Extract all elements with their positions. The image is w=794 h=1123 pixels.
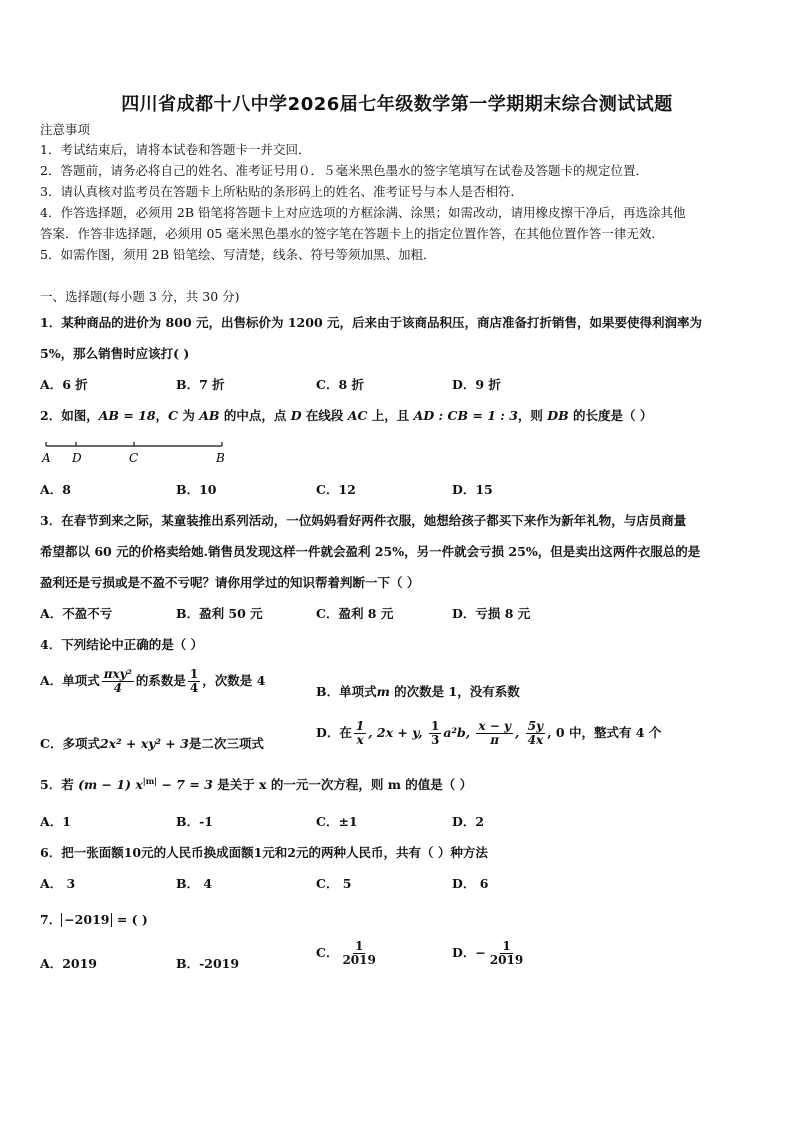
denominator: 4 xyxy=(189,681,199,695)
q2-math: AC xyxy=(347,408,368,423)
q5-math: − 7 = 3 xyxy=(157,777,213,792)
fraction xyxy=(354,720,366,747)
q5-option-d: D．2 xyxy=(452,814,485,829)
q5-exponent: |m| xyxy=(142,775,158,786)
q3-option-b: B．盈利 50 元 xyxy=(176,606,263,621)
numerator: 1 xyxy=(354,939,364,953)
page-title: 四川省成都十八中学2026届七年级数学第一学期期末综合测试试题 xyxy=(121,94,673,115)
point-label-a: A xyxy=(42,451,51,465)
q3-option-a: A．不盈不亏 xyxy=(40,606,113,621)
q4-c-math: 2x² + xy² + 3 xyxy=(99,736,189,751)
q4-d-math: , 2x + y, xyxy=(368,725,428,740)
q5-option-b: B．-1 xyxy=(176,814,213,829)
q7-text: 7． xyxy=(40,912,62,927)
numerator: x − y xyxy=(478,719,511,733)
q2-math: AB = 18 xyxy=(98,408,156,423)
notice-item: 4．作答选择题，必须用 2B 铅笔将答题卡上对应选项的方框涂满、涂黑；如需改动，请用橡皮擦干净后，再选涂其他 xyxy=(40,205,686,220)
fraction xyxy=(102,668,134,695)
denominator: π xyxy=(490,733,500,747)
q2-text: 为 xyxy=(178,408,200,423)
q2-option-c: C．12 xyxy=(316,482,356,497)
denominator: 2019 xyxy=(342,953,376,967)
q1-option-c: C．8 折 xyxy=(316,377,364,392)
numerator: 5y xyxy=(527,719,544,733)
q7-option-c xyxy=(316,940,380,967)
q3-line1: 3．在春节到来之际，某童装推出系列活动，一位妈妈看好两件衣服，她想给孩子都买下来作为新年礼物，与店员商量 xyxy=(40,513,687,528)
q4-b-text: B．单项式 xyxy=(316,684,377,699)
q2-math: D xyxy=(290,408,302,423)
denominator: 3 xyxy=(431,733,440,747)
numerator: 1 xyxy=(502,939,511,953)
notice-heading: 注意事项 xyxy=(40,122,91,137)
q4-d-math: a²b, xyxy=(443,725,475,740)
q5-stem xyxy=(40,775,472,793)
absolute-value: −2019 xyxy=(61,913,112,927)
q4-d-text: , 0 中，整式有 4 个 xyxy=(547,725,662,740)
q4-stem: 4．下列结论中正确的是（ ） xyxy=(40,637,204,652)
q5-option-c: C．±1 xyxy=(316,814,358,829)
q4-d-math: , xyxy=(514,725,524,740)
point-label-d: D xyxy=(72,451,82,465)
q5-text: 5．若 xyxy=(40,777,79,792)
q7-option-a: A．2019 xyxy=(40,956,97,971)
q2-text: 的中点，点 xyxy=(219,408,291,423)
numerator: 1 xyxy=(189,667,199,681)
q6-option-d: D． 6 xyxy=(452,876,489,891)
fraction xyxy=(340,940,377,967)
fraction xyxy=(526,720,546,747)
q4-option-c xyxy=(40,734,264,752)
q7-stem xyxy=(40,910,148,928)
q4-option-b xyxy=(316,682,520,700)
q5-text: 是关于 x 的一元一次方程，则 m 的值是（ ） xyxy=(212,777,473,792)
q4-b-math: m xyxy=(376,684,390,699)
q4-a-text: ，次数是 4 xyxy=(202,673,266,688)
q2-math: AD : CB = 1 : 3 xyxy=(413,408,518,423)
notice-item: 3．请认真核对监考员在答题卡上所粘贴的条形码上的姓名、准考证号与本人是否相符． xyxy=(40,184,523,199)
q7-d-label: D．− xyxy=(452,945,486,960)
fraction xyxy=(476,720,513,747)
q7-c-label: C． xyxy=(316,945,339,960)
q1-line2: 5%，那么销售时应该打( ) xyxy=(40,346,190,361)
numerator: 1 xyxy=(355,719,365,733)
fraction xyxy=(188,668,200,695)
denominator: 4x xyxy=(527,733,544,747)
q6-option-a: A． 3 xyxy=(40,876,76,891)
q2-text: ， xyxy=(155,408,169,423)
q2-text: 2．如图， xyxy=(40,408,99,423)
q2-option-b: B．10 xyxy=(176,482,217,497)
q2-option-a: A．8 xyxy=(40,482,71,497)
notice-item: 5．如需作图，须用 2B 铅笔绘、写清楚，线条、符号等须加黑、加粗． xyxy=(40,247,436,262)
q4-b-text: 的次数是 1，没有系数 xyxy=(389,684,520,699)
q1-line1: 1．某种商品的进价为 800 元，出售标价为 1200 元，后来由于该商品积压，商店准备打折销售，如果要使得利润率为 xyxy=(40,315,702,330)
q2-stem xyxy=(40,406,652,424)
q4-a-text: 的系数是 xyxy=(135,673,186,688)
notice-item: 答案．作答非选择题，必须用 05 毫米黑色墨水的签字笔在答题卡上的指定位置作答，在其他位置作答一律无效． xyxy=(40,226,664,241)
q2-text: 在线段 xyxy=(301,408,348,423)
q6-option-b: B． 4 xyxy=(176,876,213,891)
q2-line-segment-figure xyxy=(40,438,240,468)
q1-option-a: A．6 折 xyxy=(40,377,88,392)
q2-option-d: D．15 xyxy=(452,482,493,497)
q6-option-c: C． 5 xyxy=(316,876,352,891)
q3-option-c: C．盈利 8 元 xyxy=(316,606,394,621)
q3-line3: 盈利还是亏损或是不盈不亏呢？请你用学过的知识帮着判断一下（ ） xyxy=(40,575,420,590)
fraction xyxy=(488,940,525,967)
q5-math: (m − 1) x xyxy=(78,777,143,792)
q7-text: = ( ) xyxy=(112,912,148,927)
numerator: 1 xyxy=(431,719,440,733)
q4-c-text: 是二次三项式 xyxy=(188,736,264,751)
denominator: 4 xyxy=(113,681,122,695)
q3-line2: 希望都以 60 元的价格卖给她.销售员发现这样一件就会盈利 25%，另一件就会亏损 25%，但是卖出这两件衣服总的是 xyxy=(40,544,701,559)
denominator: x xyxy=(356,733,364,747)
notice-item: 1．考试结束后，请将本试卷和答题卡一并交回． xyxy=(40,142,311,157)
q4-d-text: D．在 xyxy=(316,725,352,740)
q1-option-d: D．9 折 xyxy=(452,377,501,392)
q2-math: AB xyxy=(199,408,220,423)
denominator: 2019 xyxy=(489,953,524,967)
point-label-b: B xyxy=(216,451,225,465)
q4-option-a xyxy=(40,668,265,695)
notice-item: 2．答题前，请务必将自己的姓名、准考证号用０．５毫米黑色墨水的签字笔填写在试卷及答题卡的规定位置． xyxy=(40,163,648,178)
q4-option-d xyxy=(316,720,661,747)
q2-text: 上，且 xyxy=(367,408,414,423)
q3-option-d: D．亏损 8 元 xyxy=(452,606,531,621)
section-heading: 一、选择题(每小题 3 分，共 30 分) xyxy=(40,289,240,304)
point-label-c: C xyxy=(129,451,139,465)
q5-option-a: A．1 xyxy=(40,814,71,829)
q7-option-b: B．-2019 xyxy=(176,956,240,971)
q4-c-text: C．多项式 xyxy=(40,736,100,751)
q7-option-d xyxy=(452,940,527,967)
q2-math: C xyxy=(168,408,179,423)
q4-a-text: A．单项式 xyxy=(40,673,100,688)
fraction xyxy=(429,720,441,747)
q6-stem: 6．把一张面额10元的人民币换成面额1元和2元的两种人民币，共有（ ）种方法 xyxy=(40,845,488,860)
q1-option-b: B．7 折 xyxy=(176,377,225,392)
q2-text: ，则 xyxy=(517,408,548,423)
q2-text: 的长度是（ ） xyxy=(568,408,653,423)
q2-math: DB xyxy=(547,408,569,423)
numerator: πxy² xyxy=(103,667,132,681)
